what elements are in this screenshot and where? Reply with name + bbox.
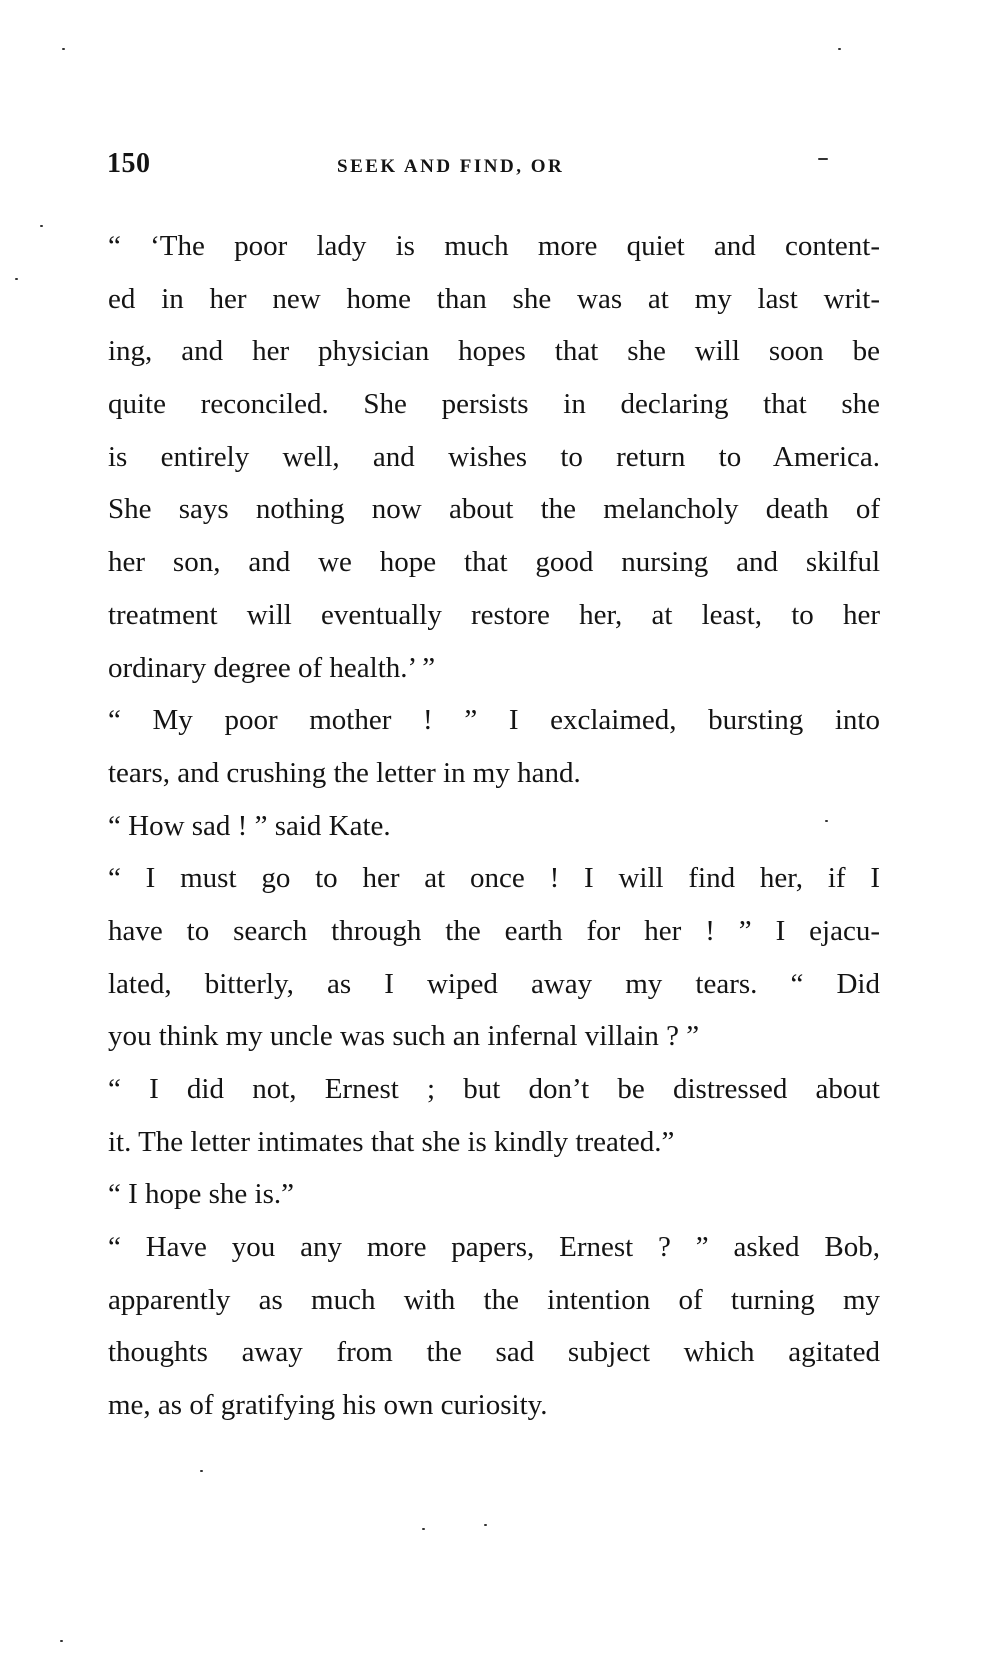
scan-speck: [200, 1470, 203, 1472]
scan-speck: [40, 225, 43, 227]
running-title: SEEK AND FIND, OR: [337, 156, 565, 177]
scan-speck: [422, 1528, 425, 1530]
text-line: tears, and crushing the letter in my hand.: [108, 756, 581, 789]
body-text: [108, 220, 880, 1432]
scan-speck: [62, 48, 65, 50]
text-line: is entirely well, and wishes to return to America.: [108, 440, 880, 473]
text-line: “ I hope she is.”: [108, 1178, 295, 1211]
text-line: her son, and we hope that good nursing and skilful: [108, 546, 880, 579]
text-line: “ I did not, Ernest ; but don’t be distressed about: [108, 1073, 880, 1105]
text-line: “ My poor mother ! ” I exclaimed, bursting into: [108, 704, 880, 737]
text-line: ing, and her physician hopes that she will soon be: [108, 335, 880, 368]
text-line: you think my uncle was such an infernal villain ? ”: [108, 1020, 700, 1053]
text-line: me, as of gratifying his own curiosity.: [108, 1389, 548, 1422]
text-line: have to search through the earth for her ! ” I ejacu-: [108, 914, 880, 947]
scan-speck: [15, 278, 18, 280]
page-header: [107, 148, 887, 188]
text-line: “ ‘The poor lady is much more quiet and content-: [108, 230, 880, 262]
text-line: ed in her new home than she was at my last writ-: [108, 282, 880, 315]
scan-speck: [484, 1524, 487, 1526]
text-line: “ How sad ! ” said Kate.: [108, 809, 391, 842]
scan-speck: [60, 1640, 63, 1642]
text-line: it. The letter intimates that she is kindly treated.”: [108, 1125, 675, 1158]
text-line: treatment will eventually restore her, at least, to her: [108, 598, 880, 631]
text-line: quite reconciled. She persists in declaring that she: [108, 388, 880, 421]
text-line: thoughts away from the sad subject which agitated: [108, 1336, 880, 1369]
scan-speck: [825, 820, 828, 822]
text-line: “ Have you any more papers, Ernest ? ” asked Bob,: [108, 1231, 880, 1264]
text-line: lated, bitterly, as I wiped away my tears. “ Did: [108, 967, 880, 1000]
text-line: ordinary degree of health.’ ”: [108, 651, 436, 684]
page-number: 150: [107, 148, 151, 179]
text-line: “ I must go to her at once ! I will find her, if I: [108, 862, 880, 895]
scan-speck: [838, 48, 841, 50]
scan-speck: [818, 158, 828, 160]
text-line: She says nothing now about the melancholy death of: [108, 493, 880, 526]
text-line: apparently as much with the intention of turning my: [108, 1283, 880, 1316]
